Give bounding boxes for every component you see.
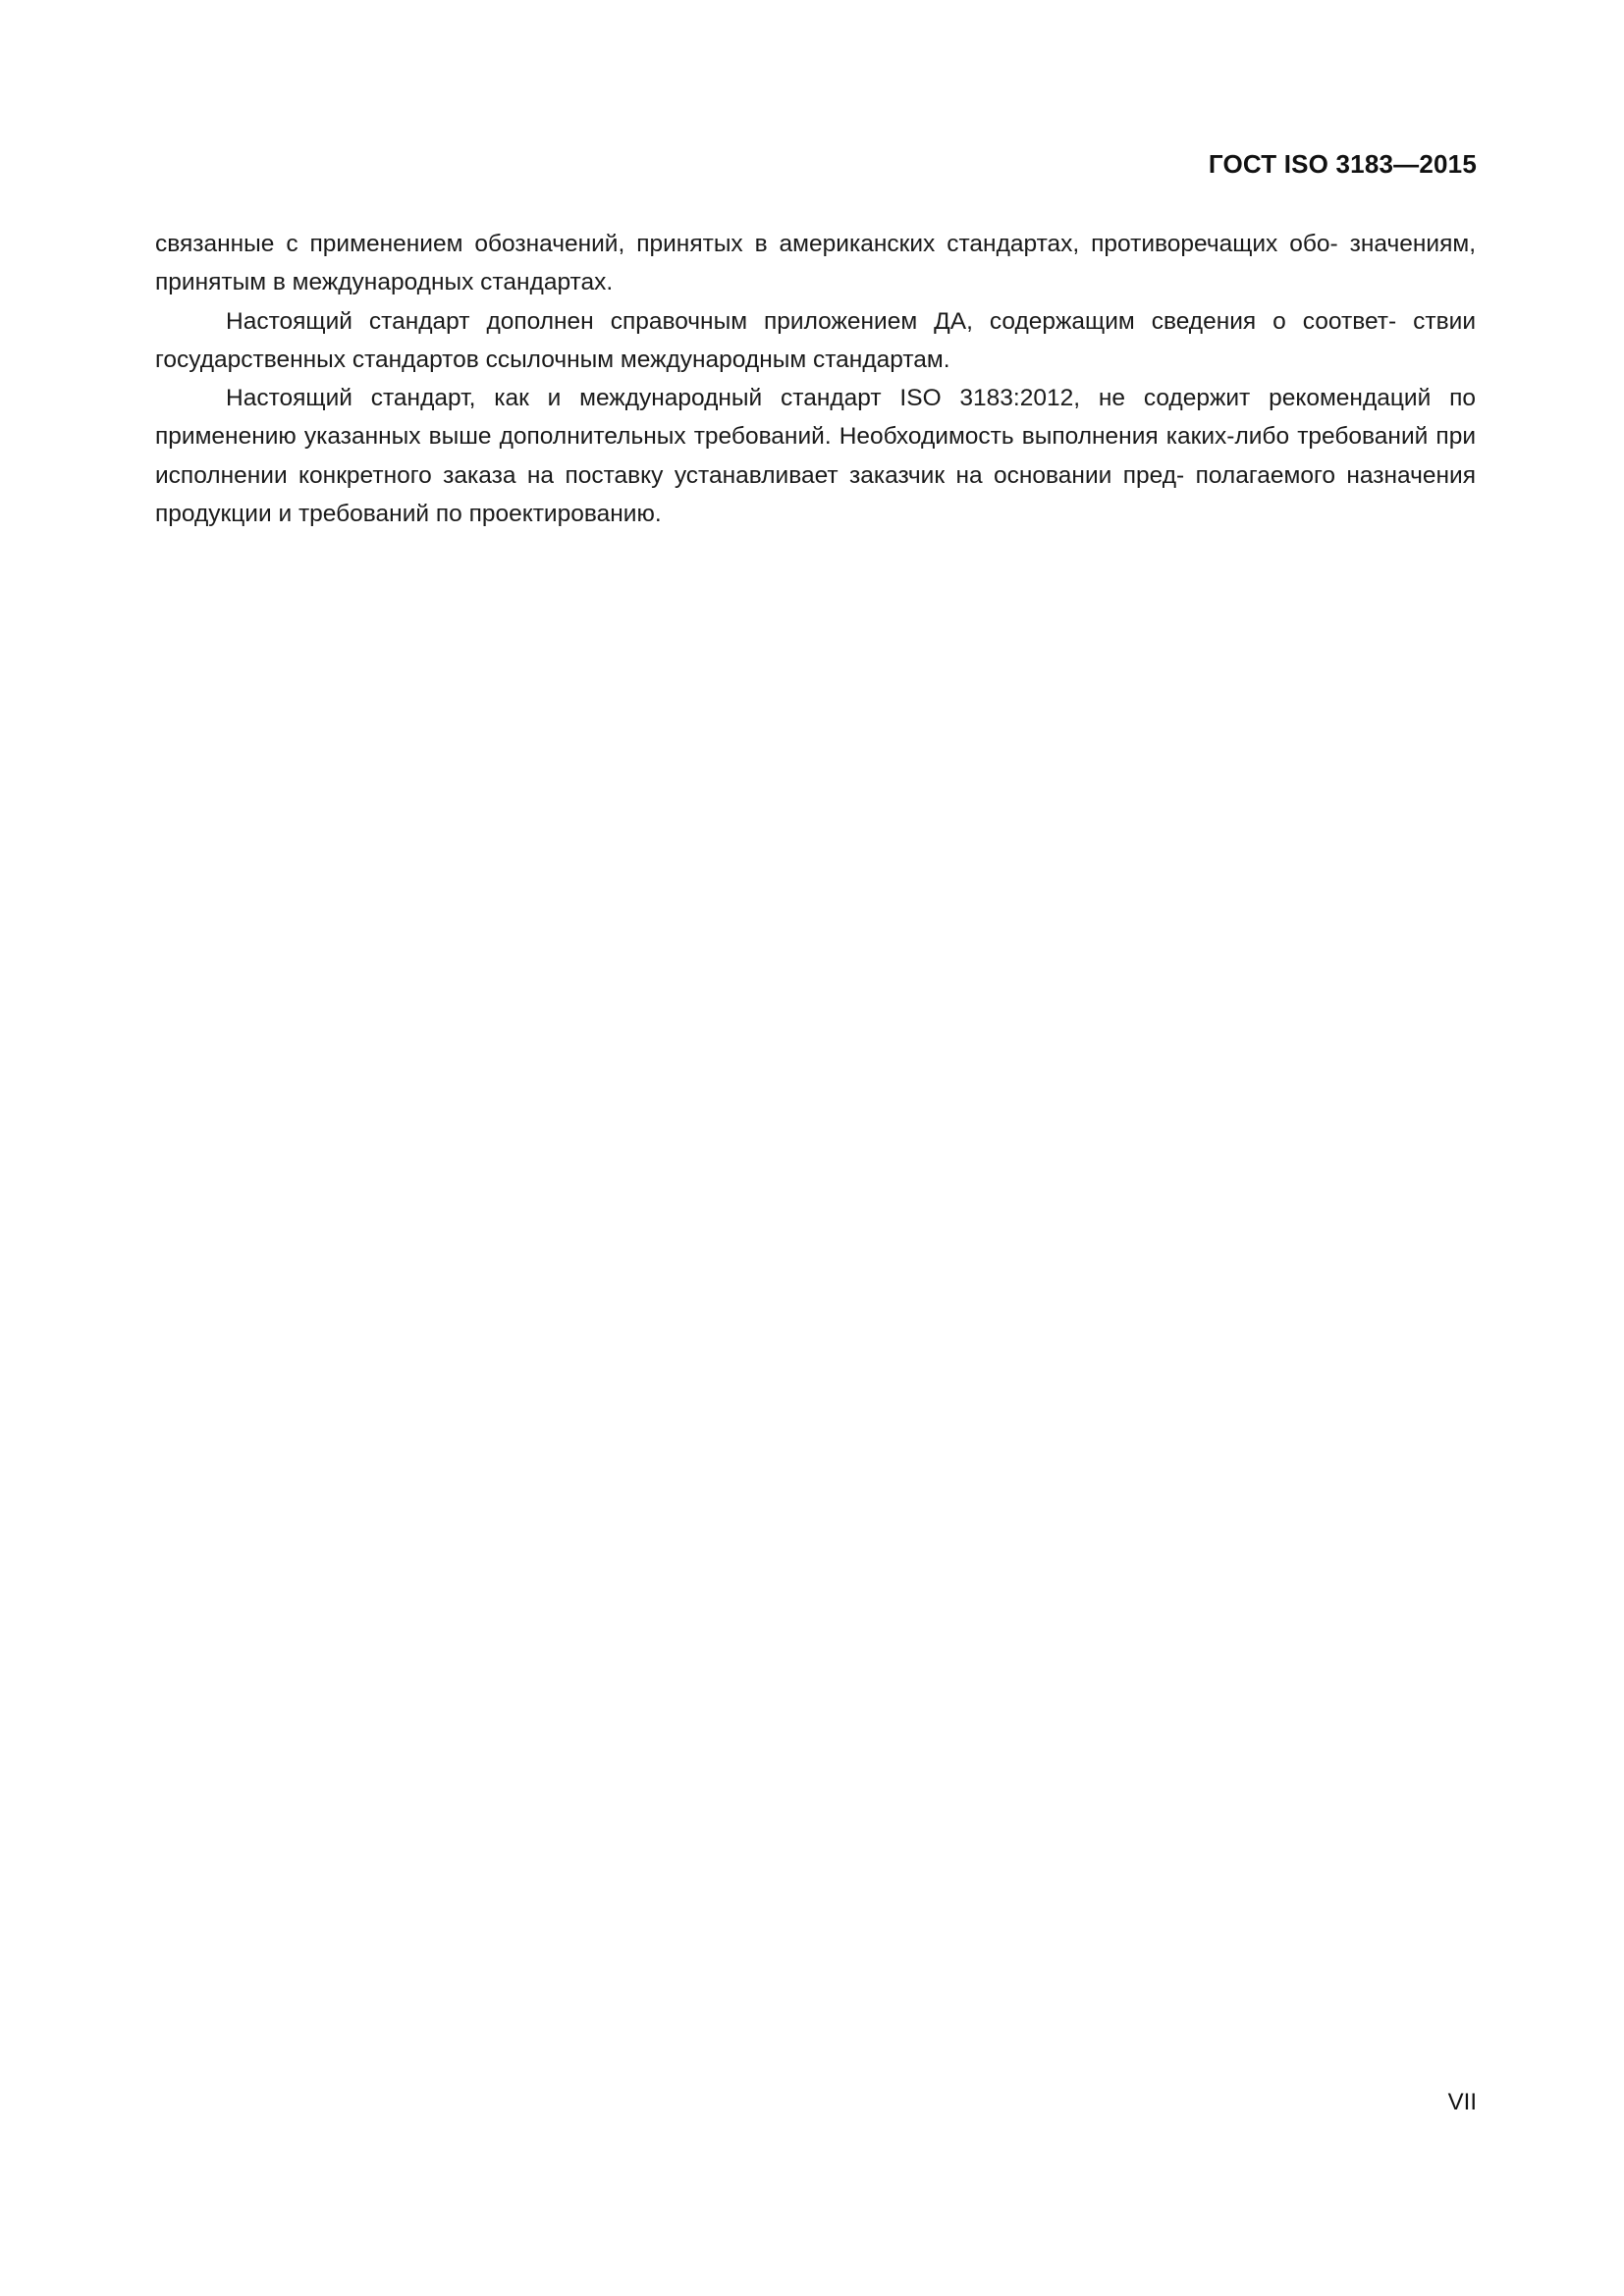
text-line: Настоящий стандарт, как и международный стандарт ISO 3183:2012, не содержит рекомендаций	[226, 385, 1432, 412]
text-line: требований при исполнении конкретного заказа на поставку устанавливает заказчик на основании пред-	[155, 423, 1476, 489]
text-line: по применению указанных выше дополнительных требований. Необходимость выполнения каких-либо	[155, 385, 1476, 451]
body-text	[155, 225, 1476, 533]
text-line: Настоящий стандарт дополнен справочным приложением ДА, содержащим сведения о соответ-	[226, 307, 1397, 335]
document-code-header: ГОСТ ISO 3183—2015	[1208, 149, 1477, 179]
paragraph-appendix-da	[155, 302, 1476, 380]
text-line: полагаемого назначения продукции и требований по проектированию.	[155, 461, 1476, 528]
page-number: VII	[1447, 2089, 1477, 2115]
paragraph-recommendations	[155, 379, 1476, 533]
text-line: связанные с применением обозначений, принятых в американских стандартах, противоречащих обо-	[155, 231, 1338, 257]
paragraph-continued	[155, 225, 1476, 302]
text-line: ствии государственных стандартов ссылочным международным стандартам.	[155, 307, 1477, 373]
text-line: значениям, принятым в международных стандартах.	[155, 231, 1476, 296]
